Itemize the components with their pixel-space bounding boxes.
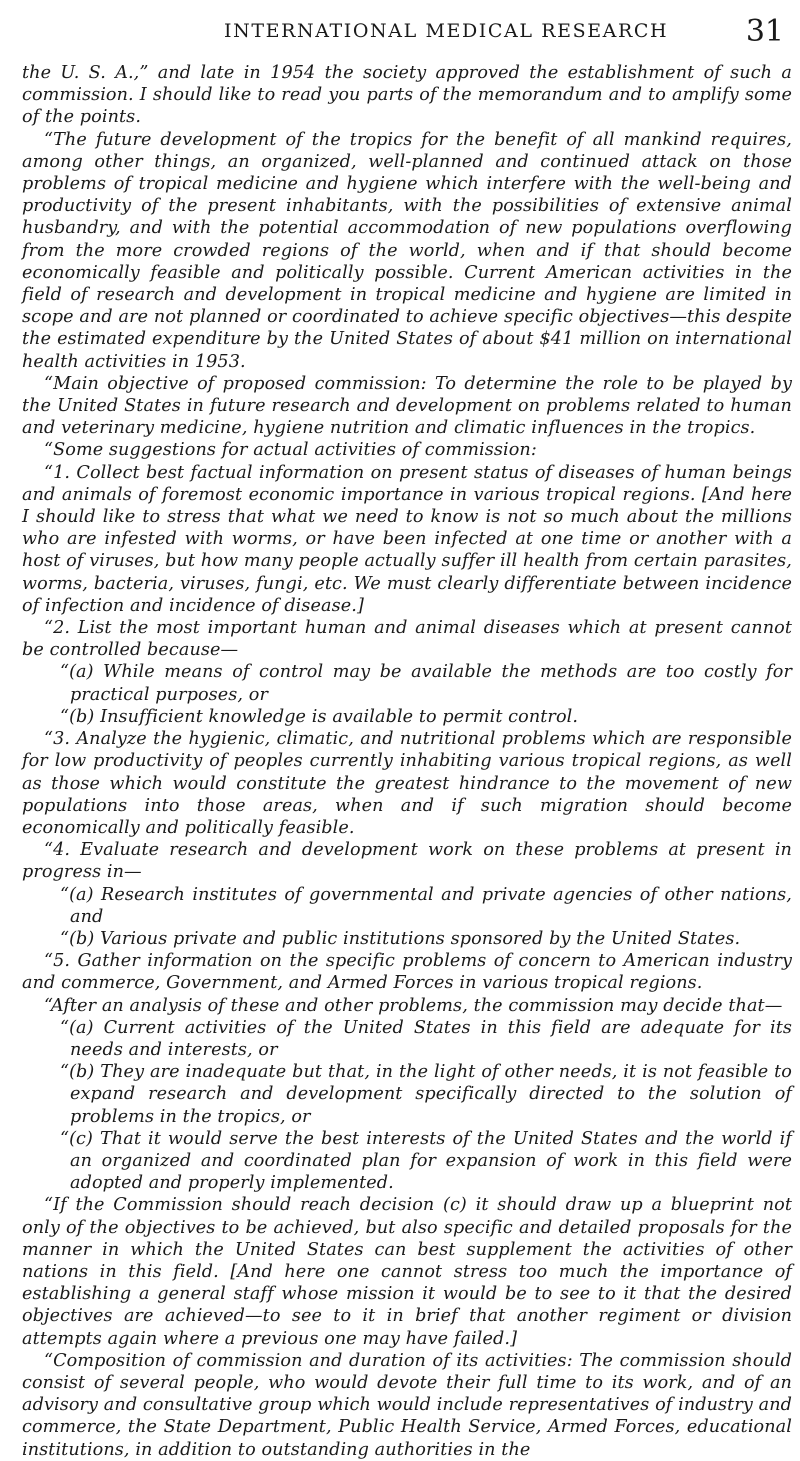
paragraph: “Some suggestions for actual activities of commission: [44,440,537,461]
running-head: INTERNATIONAL MEDICAL RESEARCH [224,20,669,42]
list-item: “4. Evaluate research and development work on these problems at present in progress in— [22,840,792,883]
sub-list-item: “(a) Research institutes of governmental and private agencies of other nations, and [60,884,792,927]
paragraph: “Main objective of proposed commission: To determine the role to be played by the United States in future research and development on problems related to human and veterinary medicine, hygiene nutrition and climatic influences in the tropics. [22,373,792,439]
paragraph: “After an analysis of these and other problems, the commission may decide that— [44,995,783,1016]
sub-list-item: “(b) Various private and public institutions sponsored by the United States. [60,928,741,949]
paragraph: “If the Commission should reach decision (c) it should draw up a blueprint not only of the objectives to be achieved, but also specific and detailed proposals for the manner in which the United States can best supplement the activities of other nations in this field. [And here one cannot stress too much the importance of establishing a general staff whose mission it would be to see to it that the desired objectives are achieved—to see to it in brief that another regiment or division attempts again where a previous one may have failed.] [22,1195,792,1349]
list-item: “1. Collect best factual information on present status of diseases of human beings and animals of foremost economic importance in various tropical regions. [And here I should like to stress that what we need to know is not so much about the millions who are infested with worms, or have been infected at one time or another with a host of viruses, but how many people actually suffer ill health from certain parasites, worms, bacteria, viruses, fungi, etc. We must clearly differentiate between incidence of infection and incidence of disease.] [22,462,792,616]
sub-list-item: “(b) Insufficient knowledge is available to permit control. [60,706,579,727]
page-number: 31 [745,14,784,49]
list-item: “2. List the most important human and animal diseases which at present cannot be controlled because— [22,618,792,661]
sub-list-item: “(a) While means of control may be available the methods are too costly for practical purposes, or [60,662,792,705]
sub-list-item: “(b) They are inadequate but that, in the light of other needs, it is not feasible to expand research and development specifically directed to the solution of problems in the tropics, or [60,1062,792,1127]
page-header [0,14,800,54]
body-text [22,62,792,1461]
paragraph: “Composition of commission and duration of its activities: The commission should consist of several people, who would devote their full time to its work, and of an advisory and consultative group which would include representatives of industry and commerce, the State Department, Public Health Service, Armed Forces, educational institutions, in addition to outstanding authorities in the [22,1350,792,1460]
paragraph: the U. S. A.,” and late in 1954 the society approved the establishment of such a commission. I should like to read you parts of the memorandum and to amplify some of the points. [22,63,792,128]
paragraph: “The future development of the tropics for the benefit of all mankind requires, among other things, an organized, well-planned and continued attack on those problems of tropical medicine and hygiene which interfere with the well-being and productivity of the present inhabitants, with the possibilities of extensive animal husbandry, and with the potential accommodation of new populations overflowing from the more crowded regions of the world, when and if that should become economically feasible and politically possible. Current American activities in the field of research and development in tropical medicine and hygiene are limited in scope and are not planned or coordinated to achieve specific objectives—this despite the estimated expenditure by the United States of about $41 million on international health activities in 1953. [22,129,792,372]
list-item: “3. Analyze the hygienic, climatic, and nutritional problems which are responsible for low productivity of peoples currently inhabiting various tropical regions, as well as those which would constitute the greatest hindrance to the movement of new populations into those areas, when and if such migration should become economically and politically feasible. [22,729,792,838]
sub-list-item: “(c) That it would serve the best interests of the United States and the world if an organized and coordinated plan for expansion of work in this field were adopted and properly implemented. [60,1128,792,1194]
sub-list-item: “(a) Current activities of the United States in this field are adequate for its needs and interests, or [60,1017,792,1060]
list-item: “5. Gather information on the specific problems of concern to American industry and commerce, Government, and Armed Forces in various tropical regions. [22,951,792,994]
